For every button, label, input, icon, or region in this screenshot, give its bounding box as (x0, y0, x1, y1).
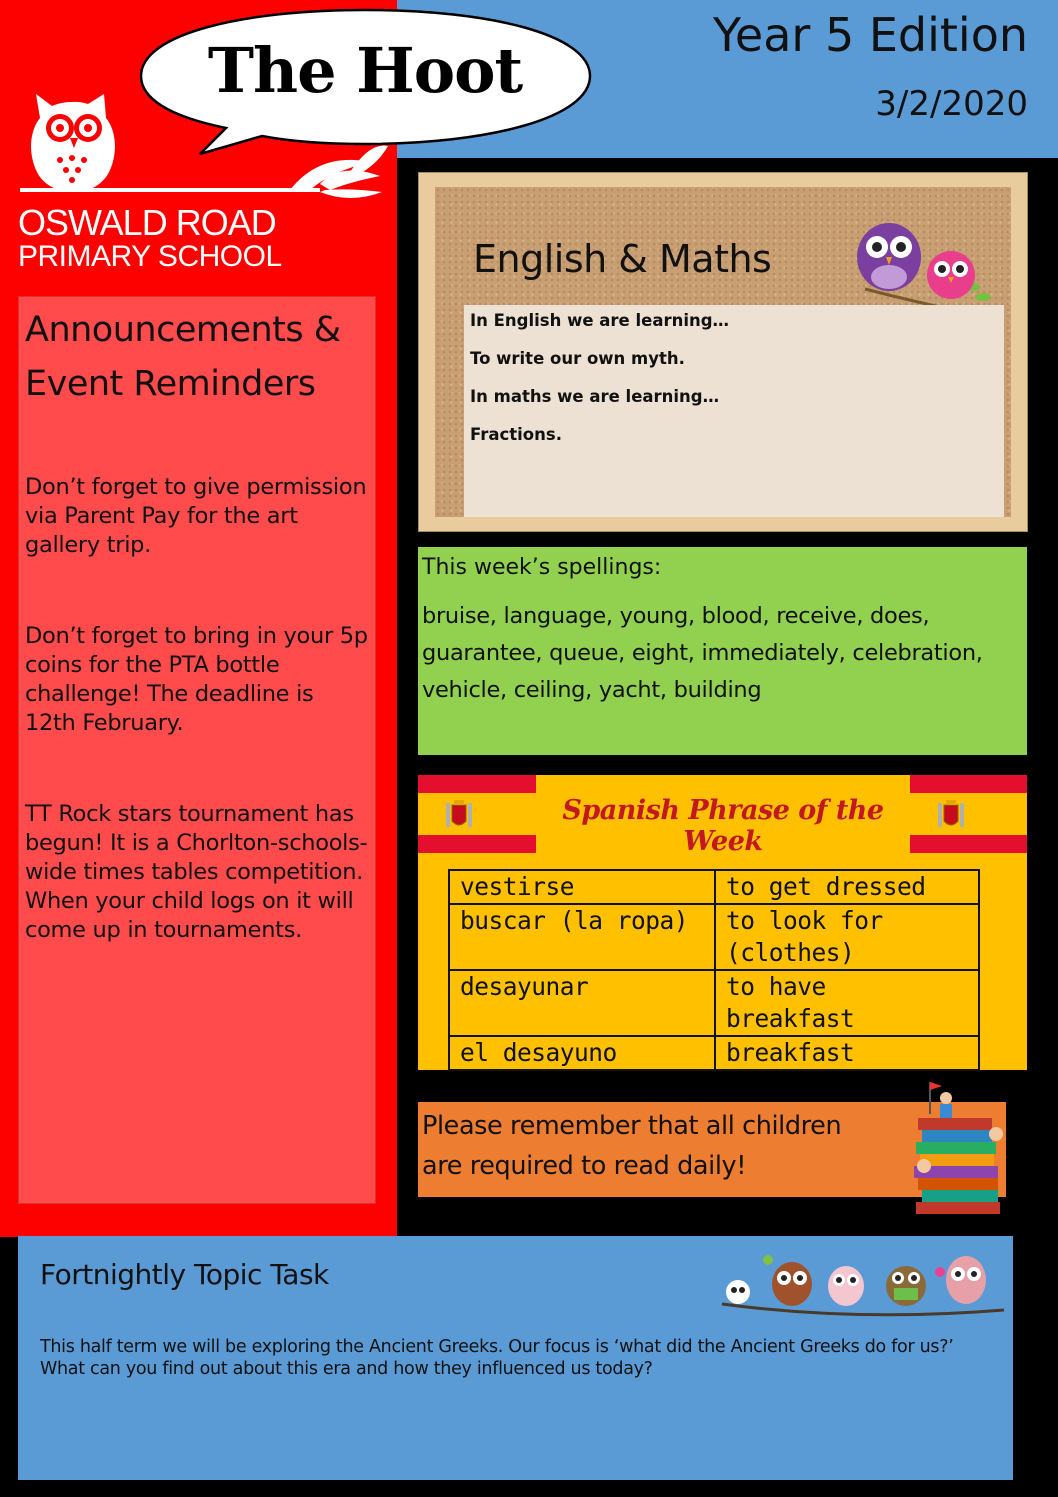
announcement-item: Don’t forget to give permission via Parent Pay for the art gallery trip. (25, 474, 367, 558)
announcements-heading (25, 303, 369, 411)
spain-crest-icon (444, 797, 474, 831)
table-row (449, 1036, 979, 1070)
english-translation: to get dressed (715, 870, 979, 904)
reading-line2: are required to read daily! (422, 1151, 747, 1181)
announcements-panel (18, 296, 376, 1204)
lesson-line: In maths we are learning… (470, 387, 720, 406)
announcement-item: Don’t forget to bring in your 5p coins for the PTA bottle challenge! The deadline is 12th February. (25, 623, 368, 736)
lesson-note (464, 305, 1004, 517)
topic-heading: Fortnightly Topic Task (40, 1258, 329, 1291)
school-name-line1: OSWALD ROAD (18, 202, 276, 243)
spanish-phrase: el desayuno (449, 1036, 715, 1070)
english-maths-title: English & Maths (473, 237, 772, 281)
phrase-table (448, 869, 980, 1071)
spanish-phrase: desayunar (449, 970, 715, 1036)
topic-task-panel (18, 1236, 1013, 1480)
announcement-item: TT Rock stars tournament has begun! It is a Chorlton-schools-wide times tables competition. When your child logs on it will come up in tournaments. (25, 801, 368, 943)
english-translation: to have breakfast (715, 970, 979, 1036)
spanish-phrase-panel (418, 775, 1027, 1070)
table-row (449, 870, 979, 904)
lesson-line: In English we are learning… (470, 311, 730, 330)
spain-crest-icon (936, 797, 966, 831)
newsletter-title: The Hoot (207, 34, 523, 107)
spanish-title: Spanish Phrase of the Week (562, 795, 884, 857)
english-translation: to look for (clothes) (715, 904, 979, 970)
english-translation: breakfast (715, 1036, 979, 1070)
edition-label: Year 5 Edition (712, 8, 1028, 62)
cork-board (435, 187, 1011, 517)
english-maths-board (418, 172, 1028, 532)
announcements-heading-line2: Event Reminders (25, 364, 316, 404)
spellings-list: bruise, language, young, blood, receive, does, guarantee, queue, eight, immediately, celebration, vehicle, ceiling, yacht, building (422, 603, 983, 703)
topic-description: This half term we will be exploring the Ancient Greeks. Our focus is ‘what did the Ancient Greeks do for us?’ What can you find out about this era and how they influenced us today? (40, 1337, 954, 1379)
spanish-phrase: vestirse (449, 870, 715, 904)
announcements-heading-line1: Announcements & (25, 310, 341, 350)
lesson-line: To write our own myth. (470, 349, 685, 368)
table-row (449, 970, 979, 1036)
owl-row-icon (708, 1248, 1008, 1326)
spellings-panel (418, 547, 1027, 755)
lesson-line: Fractions. (470, 425, 562, 444)
reading-line1: Please remember that all children (422, 1111, 842, 1141)
issue-date: 3/2/2020 (875, 84, 1028, 124)
spellings-heading: This week’s spellings: (422, 555, 662, 580)
book-stack-icon (910, 1078, 1010, 1218)
school-name-line2: PRIMARY SCHOOL (18, 240, 282, 273)
owl-logo-icon (20, 92, 390, 202)
spanish-phrase: buscar (la ropa) (449, 904, 715, 970)
owl-pair-icon (855, 217, 1015, 317)
table-row (449, 904, 979, 970)
school-name (18, 202, 282, 274)
